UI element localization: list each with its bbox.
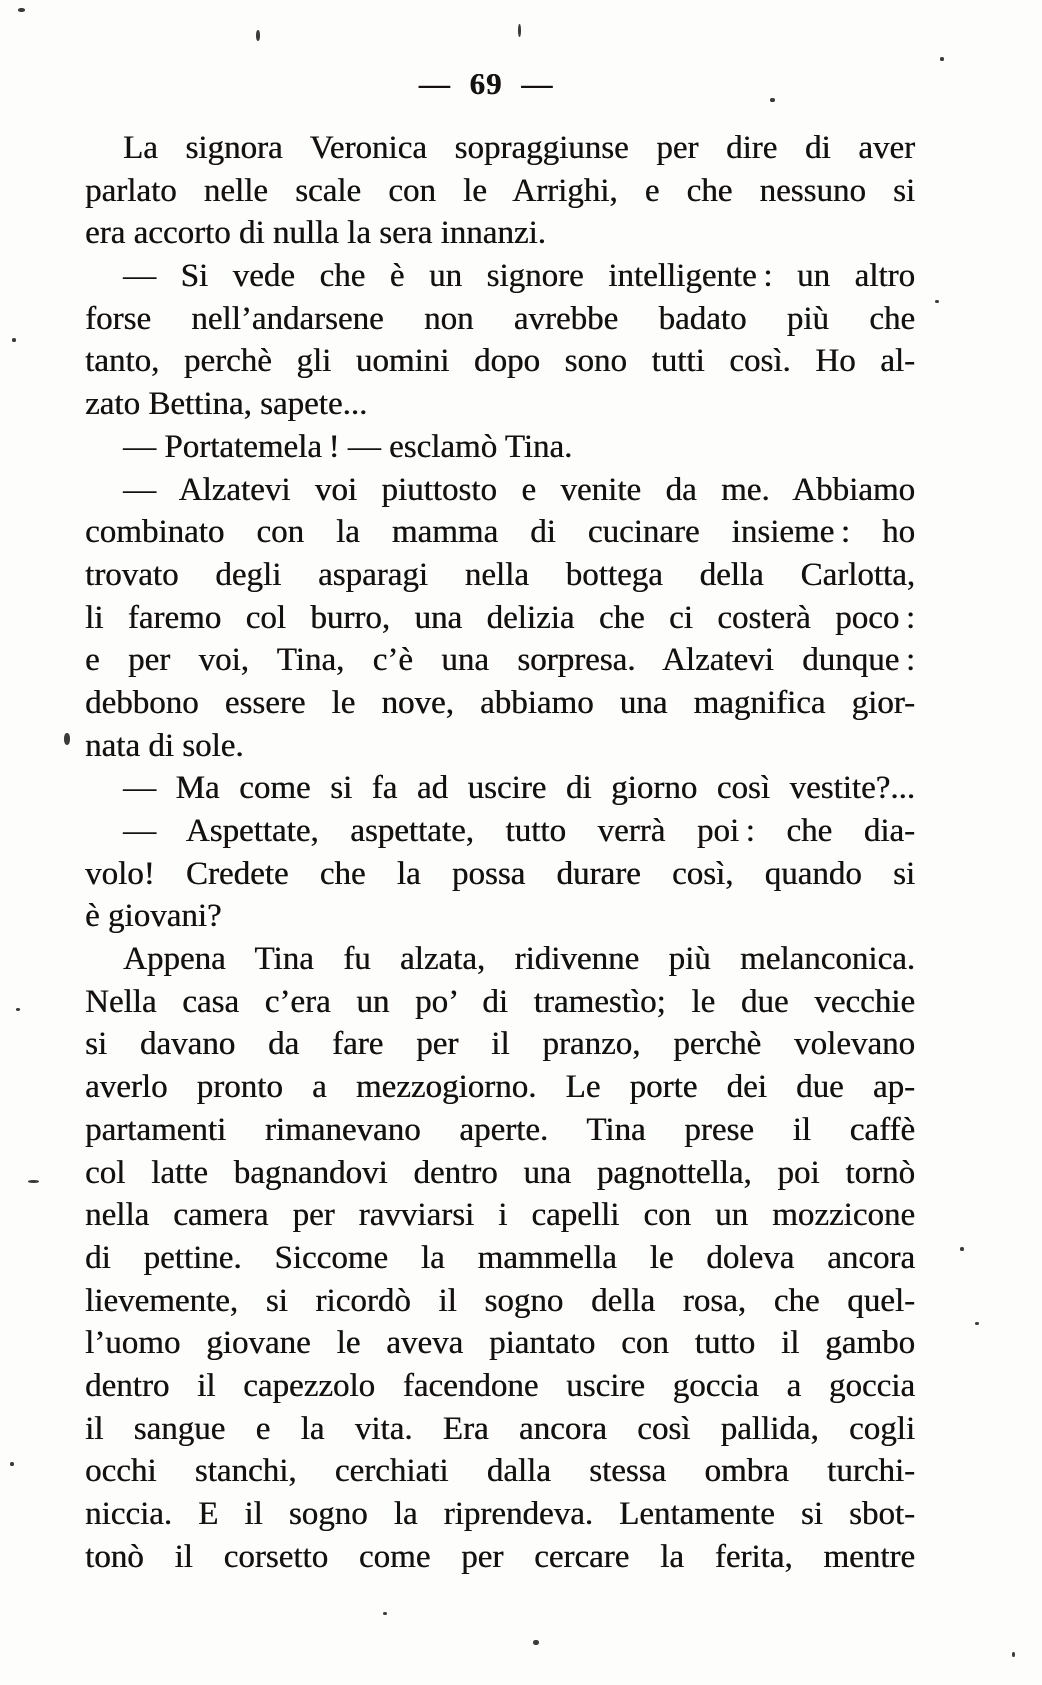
text-line: tanto, perchè gli uomini dopo sono tutti così. Ho al- bbox=[85, 343, 915, 380]
text-line: e per voi, Tina, c’è una sorpresa. Alzatevi dunque : bbox=[85, 642, 915, 679]
text-line: tonò il corsetto come per cercare la ferita, mentre bbox=[85, 1538, 915, 1575]
text-line: combinato con la mamma di cucinare insieme : ho bbox=[85, 514, 915, 551]
text-line: nata di sole. bbox=[85, 727, 244, 764]
text-line: debbono essere le nove, abbiamo una magnifica gior- bbox=[85, 684, 915, 721]
scan-speck bbox=[12, 338, 16, 342]
text-line: niccia. E il sogno la riprendeva. Lentamente si sbot- bbox=[85, 1496, 915, 1532]
text-line: occhi stanchi, cerchiati dalla stessa ombra turchi- bbox=[85, 1453, 915, 1490]
text-line: è giovani? bbox=[85, 898, 222, 935]
scan-speck bbox=[960, 1247, 964, 1251]
scan-speck bbox=[256, 30, 260, 41]
scan-speck bbox=[935, 300, 939, 303]
scan-speck bbox=[18, 8, 25, 12]
text-line: — Alzatevi voi piuttosto e venite da me. Abbiamo bbox=[123, 471, 915, 508]
scan-speck bbox=[940, 57, 944, 61]
text-line: li faremo col burro, una delizia che ci costerà poco : bbox=[85, 599, 915, 636]
text-line: lievemente, si ricordò il sogno della rosa, che quel- bbox=[85, 1282, 915, 1319]
text-line: Appena Tina fu alzata, ridivenne più melanconica. bbox=[123, 941, 915, 978]
page-number: — 69 — bbox=[418, 66, 554, 101]
scan-speck bbox=[533, 1640, 539, 1645]
text-column bbox=[85, 127, 915, 1578]
scan-speck bbox=[975, 1322, 979, 1325]
text-line: — Si vede che è un signore intelligente : un altro bbox=[123, 258, 915, 295]
page-header bbox=[85, 66, 915, 102]
text-line: col latte bagnandovi dentro una pagnottella, poi tornò bbox=[85, 1154, 915, 1191]
text-line: il sangue e la vita. Era ancora così pallida, cogli bbox=[85, 1410, 915, 1447]
text-line: — Ma come si fa ad uscire di giorno così vestite?... bbox=[123, 770, 915, 807]
scan-speck bbox=[28, 1180, 39, 1183]
text-line: forse nell’andarsene non avrebbe badato più che bbox=[85, 300, 915, 337]
text-line: parlato nelle scale con le Arrighi, e che nessuno si bbox=[85, 172, 915, 209]
text-line: Nella casa c’era un po’ di tramestìo; le due vecchie bbox=[85, 983, 915, 1020]
scan-speck bbox=[64, 733, 70, 745]
text-line: trovato degli asparagi nella bottega della Carlotta, bbox=[85, 556, 915, 593]
scan-speck bbox=[1012, 1652, 1015, 1657]
text-line: di pettine. Siccome la mammella le doleva ancora bbox=[85, 1239, 915, 1276]
scan-speck bbox=[10, 1462, 14, 1466]
text-line: dentro il capezzolo facendone uscire goccia a goccia bbox=[85, 1367, 915, 1404]
text-line: averlo pronto a mezzogiorno. Le porte dei due ap- bbox=[85, 1069, 915, 1106]
scan-speck bbox=[16, 1008, 20, 1011]
scan-speck bbox=[383, 1612, 387, 1615]
text-line: nella camera per ravviarsi i capelli con un mozzicone bbox=[85, 1197, 915, 1234]
text-line: l’uomo giovane le aveva piantato con tutto il gambo bbox=[85, 1325, 915, 1362]
text-line: partamenti rimanevano aperte. Tina prese il caffè bbox=[85, 1111, 915, 1148]
text-line: era accorto di nulla la sera innanzi. bbox=[85, 215, 546, 252]
text-line: La signora Veronica sopraggiunse per dire di aver bbox=[123, 130, 915, 166]
scan-speck bbox=[518, 24, 521, 37]
text-line: volo! Credete che la possa durare così, quando si bbox=[85, 855, 915, 892]
text-line: zato Bettina, sapete... bbox=[85, 386, 368, 423]
text-line: — Portatemela ! — esclamò Tina. bbox=[123, 428, 573, 465]
scan-speck bbox=[770, 98, 775, 102]
text-line: si davano da fare per il pranzo, perchè volevano bbox=[85, 1026, 915, 1063]
text-line: — Aspettate, aspettate, tutto verrà poi : che dia- bbox=[123, 813, 915, 849]
